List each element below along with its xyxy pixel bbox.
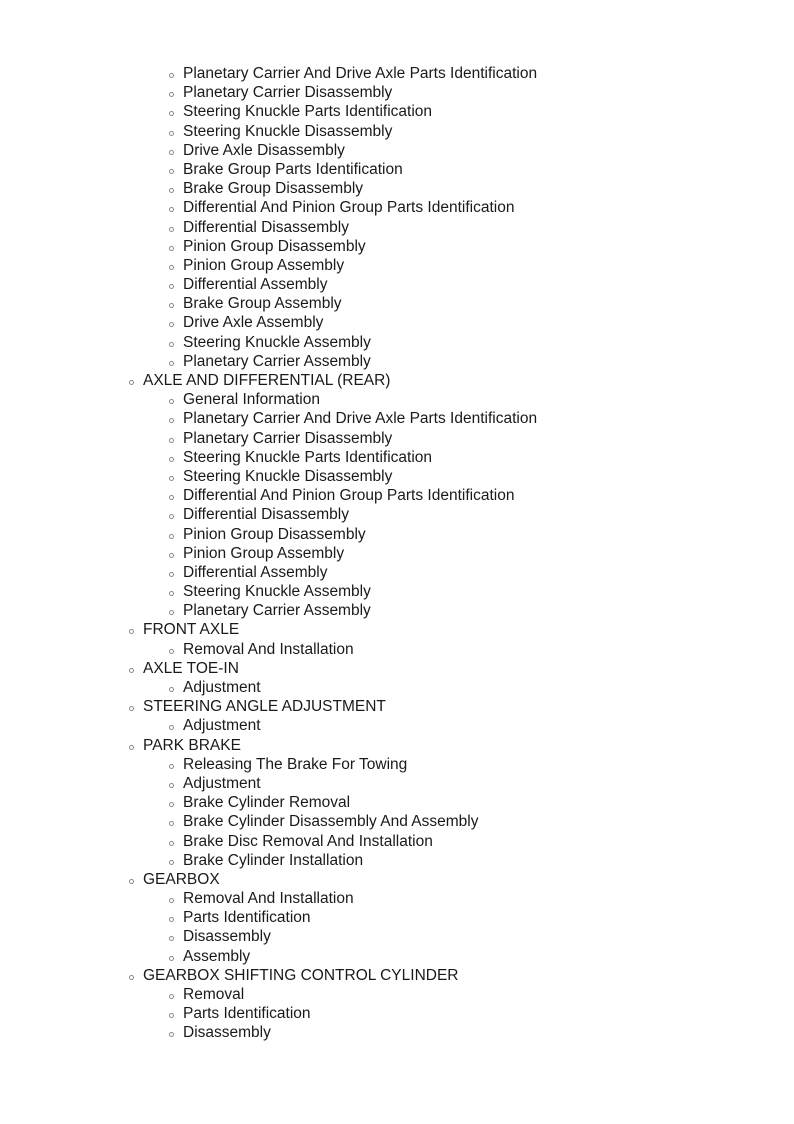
bullet-icon (169, 150, 174, 155)
toc-item-label: Pinion Group Assembly (183, 544, 345, 562)
bullet-icon (169, 687, 174, 692)
bullet-icon (169, 342, 174, 347)
toc-subsection-item[interactable] (0, 141, 794, 160)
toc-item-label: Assembly (183, 947, 251, 965)
toc-item-label: Removal And Installation (183, 890, 354, 908)
toc-subsection-item[interactable] (0, 275, 794, 294)
toc-item-label: Pinion Group Disassembly (183, 525, 366, 543)
toc-item-label: Planetary Carrier Disassembly (183, 84, 393, 102)
bullet-icon (169, 284, 174, 289)
toc-subsection-item[interactable] (0, 102, 794, 121)
toc-item-label: Planetary Carrier Assembly (183, 352, 371, 370)
toc-item-label: Removal (183, 986, 245, 1003)
bullet-icon (129, 380, 134, 385)
bullet-icon (169, 438, 174, 443)
toc-subsection-item[interactable] (0, 889, 794, 908)
toc-item-label: Adjustment (183, 679, 261, 696)
toc-subsection-item[interactable] (0, 390, 794, 409)
toc-item-label: Brake Group Disassembly (183, 180, 364, 198)
bullet-icon (129, 629, 134, 634)
toc-subsection-item[interactable] (0, 582, 794, 601)
toc-subsection-item[interactable] (0, 544, 794, 563)
toc-subsection-item[interactable] (0, 927, 794, 946)
toc-item-label: Planetary Carrier Assembly (183, 602, 371, 620)
toc-item-label: FRONT AXLE (143, 621, 240, 639)
bullet-icon (169, 399, 174, 404)
bullet-icon (169, 514, 174, 519)
bullet-icon (129, 975, 134, 980)
toc-item-label: AXLE TOE-IN (143, 659, 239, 677)
bullet-icon (169, 131, 174, 136)
table-of-contents (0, 64, 794, 1043)
bullet-icon (169, 73, 174, 78)
toc-subsection-item[interactable] (0, 525, 794, 544)
toc-item-label: GEARBOX SHIFTING CONTROL CYLINDER (143, 966, 459, 984)
toc-subsection-item[interactable] (0, 333, 794, 352)
bullet-icon (169, 649, 174, 654)
bullet-icon (169, 457, 174, 462)
bullet-icon (169, 169, 174, 174)
toc-item-label: Removal And Installation (183, 640, 354, 658)
toc-item-label: Brake Disc Removal And Installation (183, 832, 433, 850)
toc-subsection-item[interactable] (0, 486, 794, 505)
toc-subsection-item[interactable] (0, 678, 794, 697)
bullet-icon (169, 188, 174, 193)
toc-item-label: Steering Knuckle Parts Identification (183, 103, 432, 121)
bullet-icon (169, 207, 174, 212)
bullet-icon (169, 936, 174, 941)
toc-item-label: Steering Knuckle Parts Identification (183, 448, 432, 466)
bullet-icon (169, 246, 174, 251)
toc-item-label: Disassembly (183, 928, 271, 946)
toc-subsection-item[interactable] (0, 352, 794, 371)
toc-item-label: Steering Knuckle Assembly (183, 333, 371, 351)
toc-item-label: Parts Identification (183, 1005, 311, 1023)
bullet-icon (169, 956, 174, 961)
toc-section-item[interactable] (0, 870, 794, 889)
bullet-icon (169, 591, 174, 596)
toc-item-label: Brake Cylinder Removal (183, 794, 351, 812)
toc-subsection-item[interactable] (0, 237, 794, 256)
bullet-icon (169, 725, 174, 730)
bullet-icon (169, 841, 174, 846)
toc-subsection-item[interactable] (0, 601, 794, 620)
bullet-icon (169, 860, 174, 865)
toc-subsection-item[interactable] (0, 755, 794, 774)
toc-subsection-item[interactable] (0, 505, 794, 524)
toc-section-item[interactable] (0, 620, 794, 639)
toc-section-item[interactable] (0, 697, 794, 716)
toc-subsection-item[interactable] (0, 160, 794, 179)
toc-item-label: PARK BRAKE (143, 736, 241, 754)
bullet-icon (169, 764, 174, 769)
toc-subsection-item[interactable] (0, 812, 794, 831)
toc-item-label: Parts Identification (183, 909, 311, 927)
toc-subsection-item[interactable] (0, 947, 794, 966)
bullet-icon (169, 821, 174, 826)
toc-item-label: Steering Knuckle Assembly (183, 583, 371, 601)
bullet-icon (169, 553, 174, 558)
toc-subsection-item[interactable] (0, 716, 794, 735)
toc-subsection-item[interactable] (0, 985, 794, 1004)
toc-item-label: Differential Disassembly (183, 218, 349, 236)
bullet-icon (169, 322, 174, 327)
toc-subsection-item[interactable] (0, 467, 794, 486)
toc-subsection-item[interactable] (0, 294, 794, 313)
toc-subsection-item[interactable] (0, 313, 794, 332)
bullet-icon (169, 783, 174, 788)
toc-subsection-item[interactable] (0, 1023, 794, 1042)
toc-section-item[interactable] (0, 371, 794, 390)
bullet-icon (169, 111, 174, 116)
toc-item-label: Pinion Group Disassembly (183, 237, 366, 255)
toc-item-label: Brake Group Assembly (183, 295, 342, 313)
toc-subsection-item[interactable] (0, 448, 794, 467)
toc-item-label: Steering Knuckle Disassembly (183, 467, 393, 485)
bullet-icon (169, 1013, 174, 1018)
bullet-icon (169, 572, 174, 577)
toc-subsection-item[interactable] (0, 218, 794, 237)
bullet-icon (169, 418, 174, 423)
toc-item-label: Differential And Pinion Group Parts Identification (183, 487, 515, 505)
toc-subsection-item[interactable] (0, 122, 794, 141)
toc-subsection-item[interactable] (0, 563, 794, 582)
toc-subsection-item[interactable] (0, 179, 794, 198)
bullet-icon (169, 92, 174, 97)
bullet-icon (169, 495, 174, 500)
toc-subsection-item[interactable] (0, 908, 794, 927)
toc-subsection-item[interactable] (0, 409, 794, 428)
toc-item-label: Differential And Pinion Group Parts Identification (183, 199, 515, 217)
toc-item-label: Adjustment (183, 717, 261, 735)
toc-item-label: Planetary Carrier Disassembly (183, 429, 393, 447)
toc-subsection-item[interactable] (0, 198, 794, 217)
bullet-icon (169, 802, 174, 807)
toc-item-label: Drive Axle Disassembly (183, 141, 345, 159)
toc-item-label: STEERING ANGLE ADJUSTMENT (143, 698, 386, 716)
bullet-icon (129, 879, 134, 884)
toc-item-label: Drive Axle Assembly (183, 314, 324, 332)
toc-item-label: Planetary Carrier And Drive Axle Parts Identification (183, 410, 538, 428)
toc-subsection-item[interactable] (0, 851, 794, 870)
toc-item-label: GEARBOX (143, 870, 220, 888)
toc-subsection-item[interactable] (0, 640, 794, 659)
bullet-icon (169, 610, 174, 615)
bullet-icon (129, 706, 134, 711)
toc-item-label: Brake Cylinder Disassembly And Assembly (183, 813, 479, 831)
toc-item-label: Adjustment (183, 774, 261, 792)
bullet-icon (169, 303, 174, 308)
bullet-icon (169, 265, 174, 270)
toc-subsection-item[interactable] (0, 1004, 794, 1023)
bullet-icon (169, 994, 174, 999)
toc-item-label: Steering Knuckle Disassembly (183, 122, 393, 140)
toc-item-label: Brake Group Parts Identification (183, 160, 403, 178)
toc-section-item[interactable] (0, 659, 794, 678)
bullet-icon (169, 476, 174, 481)
toc-section-item[interactable] (0, 736, 794, 755)
bullet-icon (169, 917, 174, 922)
toc-subsection-item[interactable] (0, 83, 794, 102)
toc-item-label: Planetary Carrier And Drive Axle Parts Identification (183, 65, 538, 82)
toc-item-label: Brake Cylinder Installation (183, 851, 364, 869)
bullet-icon (169, 534, 174, 539)
toc-item-label: Differential Disassembly (183, 506, 349, 524)
bullet-icon (129, 668, 134, 673)
toc-subsection-item[interactable] (0, 429, 794, 448)
toc-subsection-item[interactable] (0, 793, 794, 812)
toc-item-label: Pinion Group Assembly (183, 256, 345, 274)
toc-item-label: Releasing The Brake For Towing (183, 755, 408, 773)
bullet-icon (169, 1032, 174, 1037)
toc-item-label: General Information (183, 391, 320, 409)
bullet-icon (169, 361, 174, 366)
toc-item-label: Differential Assembly (183, 276, 328, 294)
bullet-icon (129, 745, 134, 750)
toc-subsection-item[interactable] (0, 64, 794, 83)
toc-item-label: Disassembly (183, 1024, 271, 1042)
bullet-icon (169, 898, 174, 903)
toc-subsection-item[interactable] (0, 256, 794, 275)
toc-item-label: Differential Assembly (183, 563, 328, 581)
toc-section-item[interactable] (0, 966, 794, 985)
toc-item-label: AXLE AND DIFFERENTIAL (REAR) (143, 372, 391, 389)
toc-subsection-item[interactable] (0, 774, 794, 793)
toc-subsection-item[interactable] (0, 832, 794, 851)
bullet-icon (169, 227, 174, 232)
